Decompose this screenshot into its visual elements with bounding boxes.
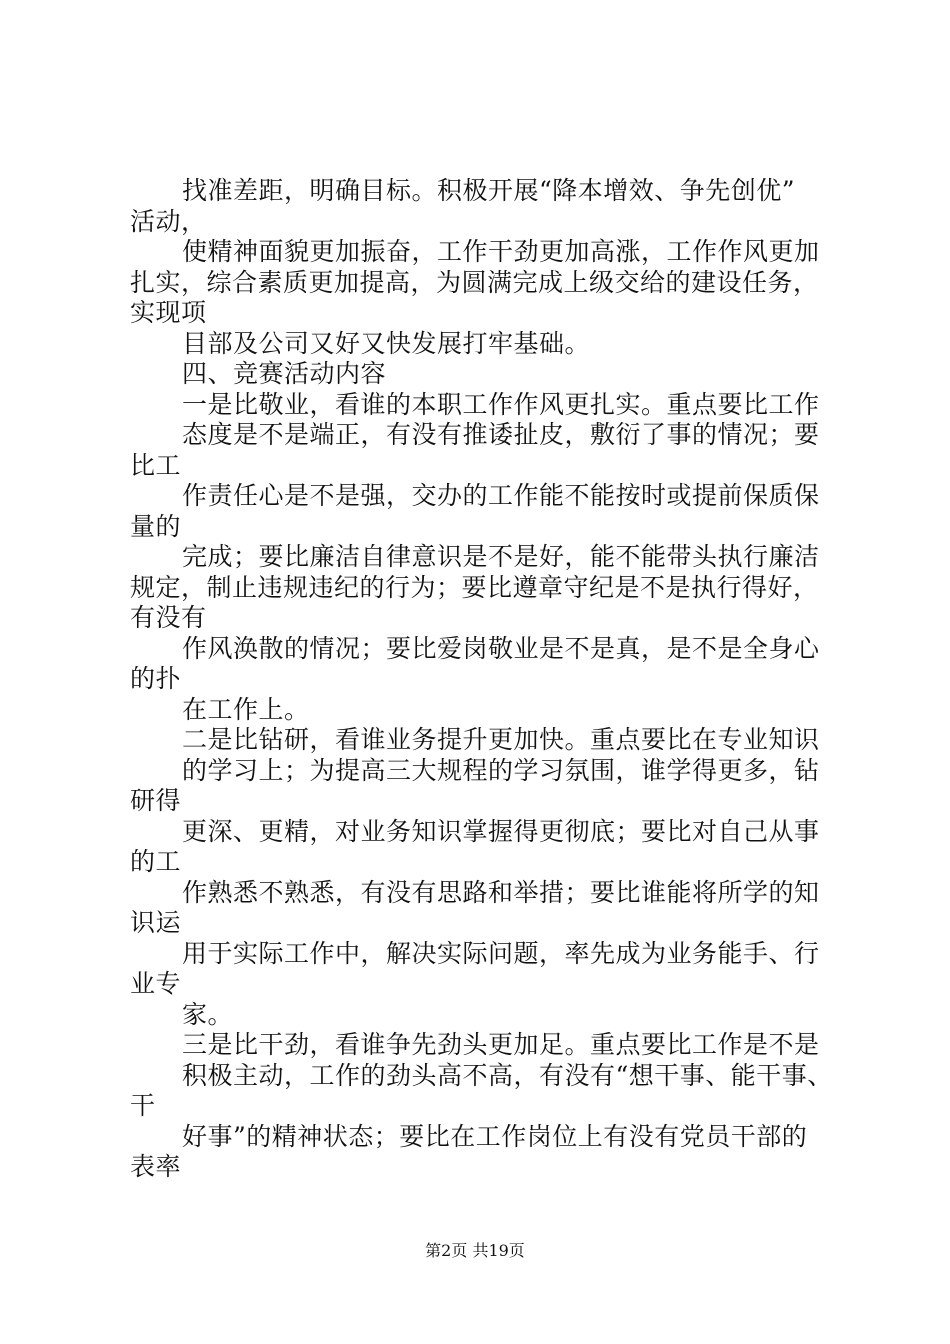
text-line: 作风涣散的情况；要比爱岗敬业是不是真，是不是全身心 xyxy=(182,633,820,663)
text-line: 完成；要比廉洁自律意识是不是好，能不能带头执行廉洁 xyxy=(182,542,820,571)
text-line: 的学习上；为提高三大规程的学习氛围，谁学得更多，钻 xyxy=(182,755,820,785)
text-line: 三是比干劲，看谁争先劲头更加足。重点要比工作是不是 xyxy=(182,1030,820,1059)
text-line: 好事”的精神状态；要比在工作岗位上有没有党员干部的 xyxy=(182,1121,808,1151)
text-line: 表率 xyxy=(130,1152,182,1181)
text-line: 活动， xyxy=(130,206,207,236)
text-line: 目部及公司又好又快发展打牢基础。 xyxy=(182,328,591,358)
text-line: 干 xyxy=(130,1091,156,1120)
text-line: 作责任心是不是强，交办的工作能不能按时或提前保质保 xyxy=(182,481,820,510)
text-line: 比工 xyxy=(130,450,182,480)
text-line: 家。 xyxy=(182,999,234,1029)
text-line: 规定，制止违规违纪的行为；要比遵章守纪是不是执行得好， xyxy=(130,572,819,602)
text-line: 四、竞赛活动内容 xyxy=(182,359,387,388)
text-line: 扎实，综合素质更加提高，为圆满完成上级交给的建设任务， xyxy=(130,267,819,297)
text-line: 积极主动，工作的劲头高不高，有没有“想干事、能干事、 xyxy=(182,1060,833,1090)
text-line: 研得 xyxy=(130,786,182,815)
text-line: 一是比敬业，看谁的本职工作作风更扎实。重点要比工作 xyxy=(182,389,820,419)
text-line: 找准差距，明确目标。积极开展“降本增效、争先创优” xyxy=(182,176,796,205)
text-line: 在工作上。 xyxy=(182,694,310,724)
text-line: 更深、更精，对业务知识掌握得更彻底；要比对自己从事 xyxy=(182,816,820,846)
text-line: 识运 xyxy=(130,908,182,937)
text-line: 使精神面貌更加振奋，工作干劲更加高涨，工作作风更加 xyxy=(182,237,820,266)
text-line: 的工 xyxy=(130,847,182,876)
text-line: 业专 xyxy=(130,969,182,998)
text-line: 有没有 xyxy=(130,603,207,632)
page-number-footer: 第2页 共19页 xyxy=(425,1241,525,1260)
text-line: 量的 xyxy=(130,511,182,541)
text-line: 的扑 xyxy=(130,664,182,693)
text-line: 二是比钻研，看谁业务提升更加快。重点要比在专业知识 xyxy=(182,725,820,754)
text-line: 用于实际工作中，解决实际问题，率先成为业务能手、行 xyxy=(182,938,820,968)
text-line: 态度是不是端正，有没有推诿扯皮，敷衍了事的情况；要 xyxy=(182,420,820,449)
text-line: 实现项 xyxy=(130,298,207,327)
text-line: 作熟悉不熟悉，有没有思路和举措；要比谁能将所学的知 xyxy=(182,877,820,907)
body-text xyxy=(130,176,840,1183)
